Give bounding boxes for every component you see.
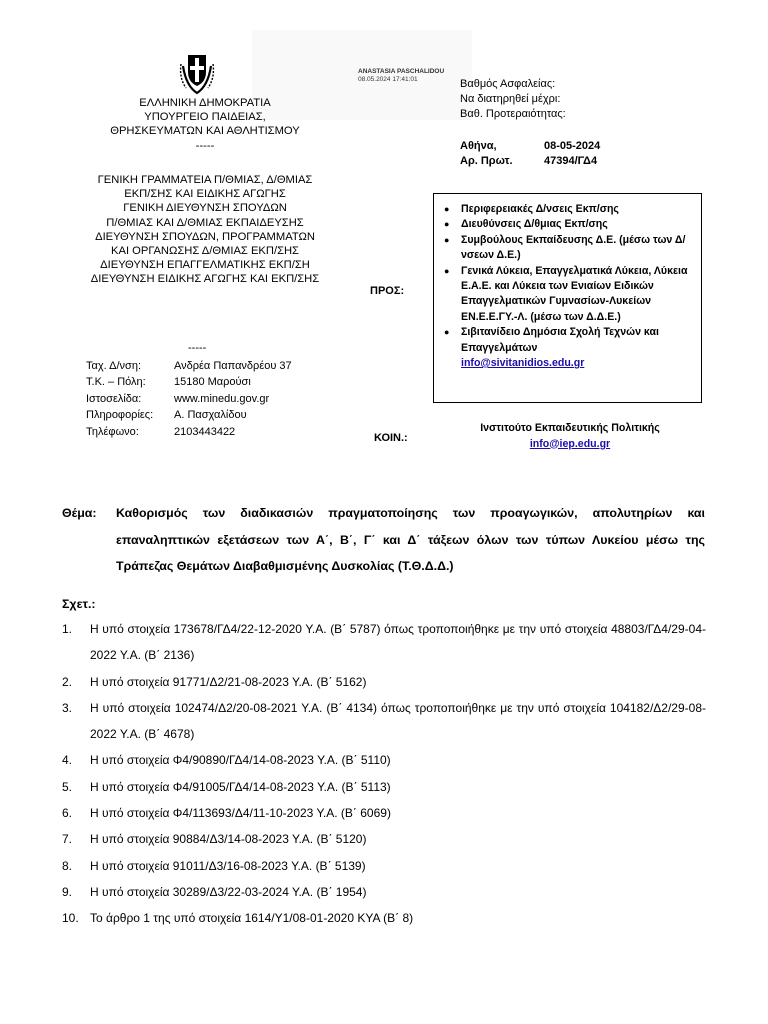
recipients-box [433, 193, 702, 403]
document-meta [460, 77, 566, 122]
reference-number: 7. [62, 832, 73, 847]
place-label: Αθήνα, [460, 140, 497, 152]
reference-number: 2. [62, 674, 73, 689]
references-list [62, 616, 706, 932]
recipient-item [444, 233, 695, 264]
contact-value: Α. Πασχαλίδου [174, 409, 247, 422]
department-line: ΔΙΕΥΘΥΝΣΗ ΕΙΔΙΚΗΣ ΑΓΩΓΗΣ ΚΑΙ ΕΚΠ/ΣΗΣ [90, 273, 320, 286]
recipient-item [444, 217, 695, 232]
reference-text: Το άρθρο 1 της υπό στοιχεία 1614/Υ1/08-01-2020 ΚΥΑ (Β΄ 8) [90, 911, 414, 926]
contact-row [86, 358, 292, 374]
recipient-text: Γενικά Λύκεια, Επαγγελματικά Λύκεια, Λύκεια Ε.Α.Ε. και Λύκεια των Ενιαίων Ειδικών Επαγγελματικών Γυμνασίων-Λυκείων ΕΝ.Ε.Ε.ΓΥ.-Λ. (μέσω των Δ.Δ.Ε.) [461, 264, 688, 323]
reference-text: Η υπό στοιχεία 90884/Δ3/14-08-2023 Υ.Α. (Β΄ 5120) [90, 832, 367, 847]
cc-email-link[interactable]: info@iep.edu.gr [529, 437, 611, 450]
contact-row [86, 407, 292, 423]
reference-item [62, 853, 706, 879]
header-line: ΥΠΟΥΡΓΕΙΟ ΠΑΙΔΕΙΑΣ, [144, 111, 266, 124]
reference-number: 1. [62, 622, 73, 636]
department-line: ΓΕΝΙΚΗ ΓΡΑΜΜΑΤΕΙΑ Π/ΘΜΙΑΣ, Δ/ΘΜΙΑΣ [97, 174, 313, 186]
ministry-header [60, 96, 350, 153]
reference-number: 6. [62, 806, 73, 821]
bullet-icon: ● [444, 204, 450, 214]
contact-row [86, 374, 292, 390]
reference-text: Η υπό στοιχεία 102474/Δ2/20-08-2021 Υ.Α. (Β΄ 4134) όπως τροποποιήθηκε με την υπό στοιχεία 104182/Δ2/29-08-2022 Υ.Α. (Β΄ 4678) [90, 700, 706, 742]
reference-number: 10. [62, 911, 79, 926]
reference-number: 5. [62, 779, 73, 794]
protocol-number: 47394/ΓΔ4 [544, 155, 598, 167]
subject-label: Θέμα: [62, 506, 97, 520]
contact-value: www.minedu.gov.gr [174, 392, 270, 405]
department-line: ΓΕΝΙΚΗ ΔΙΕΥΘΥΝΣΗ ΣΠΟΥΔΩΝ [123, 202, 287, 215]
reference-text: Η υπό στοιχεία 91771/Δ2/21-08-2023 Υ.Α. (Β΄ 5162) [90, 674, 367, 689]
contact-value: Ανδρέα Παπανδρέου 37 [174, 360, 292, 372]
reference-item [62, 905, 706, 931]
recipient-item [444, 325, 695, 356]
reference-text: Η υπό στοιχεία 30289/Δ3/22-03-2024 Υ.Α. (Β΄ 1954) [90, 884, 367, 899]
subject-text: Καθορισμός των διαδικασιών πραγματοποίησης των προαγωγικών, απολυτηρίων και επαναληπτικών εξετάσεων των Α΄, Β΄, Γ΄ και Δ΄ τάξεων όλων των τύπων Λυκείου μέσω της Τράπεζας Θεμάτων Διαβαθμισμένης Δυσκολίας (Τ.Θ.Δ.Δ.) [116, 506, 705, 573]
contact-label: Ιστοσελίδα: [86, 392, 142, 405]
recipient-item [444, 202, 695, 217]
department-block [60, 173, 350, 287]
reference-item [62, 826, 706, 852]
department-line: ΔΙΕΥΘΥΝΣΗ ΕΠΑΓΓΕΛΜΑΤΙΚΗΣ ΕΚΠ/ΣΗ [100, 259, 310, 272]
priority-level: Βαθ. Προτεραιότητας: [460, 108, 566, 120]
reference-text: Η υπό στοιχεία Φ4/91005/ΓΔ4/14-08-2023 Υ.Α. (Β΄ 5113) [90, 779, 391, 794]
cc-organization: Ινστιτούτο Εκπαιδευτικής Πολιτικής [480, 422, 660, 434]
contact-row [86, 424, 292, 440]
department-line: ΕΚΠ/ΣΗΣ ΚΑΙ ΕΙΔΙΚΗΣ ΑΓΩΓΗΣ [124, 188, 286, 201]
contact-label: Τηλέφωνο: [86, 425, 139, 438]
contact-value: 15180 Μαρούσι [174, 376, 251, 389]
document-date: 08-05-2024 [544, 140, 601, 152]
bullet-icon: ● [444, 234, 450, 245]
department-line: ΚΑΙ ΟΡΓΑΝΩΣΗΣ Δ/ΘΜΙΑΣ ΕΚΠ/ΣΗΣ [111, 245, 299, 258]
reference-number: 3. [62, 700, 73, 715]
reference-item [62, 669, 706, 695]
keep-until: Να διατηρηθεί μέχρι: [460, 93, 561, 105]
date-protocol [460, 139, 600, 169]
reference-number: 9. [62, 884, 73, 899]
recipient-item [444, 264, 695, 326]
recipient-text: Περιφερειακές Δ/νσεις Εκπ/σης [461, 203, 619, 215]
contact-row [86, 391, 292, 407]
recipient-text: Συμβούλους Εκπαίδευσης Δ.Ε. (μέσω των Δ/νσεων Δ.Ε.) [461, 233, 686, 262]
references-label: Σχετ.: [62, 597, 96, 611]
reference-item [62, 774, 706, 800]
digital-signature [358, 68, 444, 84]
reference-item [62, 695, 706, 748]
hellenic-emblem-icon [174, 50, 220, 96]
header-line: ΘΡΗΣΚΕΥΜΑΤΩΝ ΚΑΙ ΑΘΛΗΤΙΣΜΟΥ [110, 125, 300, 138]
reference-text: Η υπό στοιχεία 173678/ΓΔ4/22-12-2020 Υ.Α. (Β΄ 5787) όπως τροποποιήθηκε με την υπό στοιχεία 48803/ΓΔ4/29-04-2022 Υ.Α. (Β΄ 2136) [90, 622, 706, 663]
recipient-email-link[interactable]: info@sivitanidios.edu.gr [461, 357, 585, 370]
department-line: Π/ΘΜΙΑΣ ΚΑΙ Δ/ΘΜΙΑΣ ΕΚΠΑΙΔΕΥΣΗΣ [106, 216, 304, 229]
contact-label: Ταχ. Δ/νση: [86, 360, 142, 372]
reference-number: 4. [62, 753, 73, 768]
bullet-icon: ● [444, 265, 450, 276]
department-line: ΔΙΕΥΘΥΝΣΗ ΣΠΟΥΔΩΝ, ΠΡΟΓΡΑΜΜΑΤΩΝ [95, 230, 315, 243]
protocol-label: Αρ. Πρωτ. [460, 155, 513, 167]
reference-item [62, 800, 706, 826]
contact-label: Τ.Κ. – Πόλη: [86, 376, 146, 389]
contact-value: 2103443422 [174, 425, 236, 438]
reference-item [62, 747, 706, 773]
reference-text: Η υπό στοιχεία Φ4/113693/Δ4/11-10-2023 Υ.Α. (Β΄ 6069) [90, 806, 391, 821]
cc-block [472, 421, 668, 452]
header-line: ----- [195, 139, 215, 152]
signer-name: ANASTASIA PASCHALIDOU [358, 68, 445, 75]
recipients-label: ΠΡΟΣ: [370, 285, 405, 297]
security-level: Βαθμός Ασφαλείας: [460, 78, 556, 90]
bullet-icon: ● [444, 219, 450, 230]
contact-label: Πληροφορίες: [86, 409, 154, 422]
reference-item [62, 616, 706, 669]
contact-info [86, 358, 292, 440]
reference-text: Η υπό στοιχεία Φ4/90890/ΓΔ4/14-08-2023 Υ.Α. (Β΄ 5110) [90, 753, 391, 768]
recipient-text: Σιβιτανίδειο Δημόσια Σχολή Τεχνών και Επαγγελμάτων [461, 326, 659, 354]
signature-datetime: 08.05.2024 17:41:01 [358, 76, 418, 83]
header-line: ΕΛΛΗΝΙΚΗ ΔΗΜΟΚΡΑΤΙΑ [139, 97, 271, 109]
cc-label: ΚΟΙΝ.: [374, 432, 408, 444]
reference-text: Η υπό στοιχεία 91011/Δ3/16-08-2023 Υ.Α. (Β΄ 5139) [90, 858, 366, 873]
bullet-icon: ● [444, 327, 450, 338]
reference-item [62, 879, 706, 905]
recipient-text: Διευθύνσεις Δ/θμιας Εκπ/σης [461, 218, 608, 231]
separator-dashes: ----- [188, 342, 207, 354]
reference-number: 8. [62, 858, 73, 873]
